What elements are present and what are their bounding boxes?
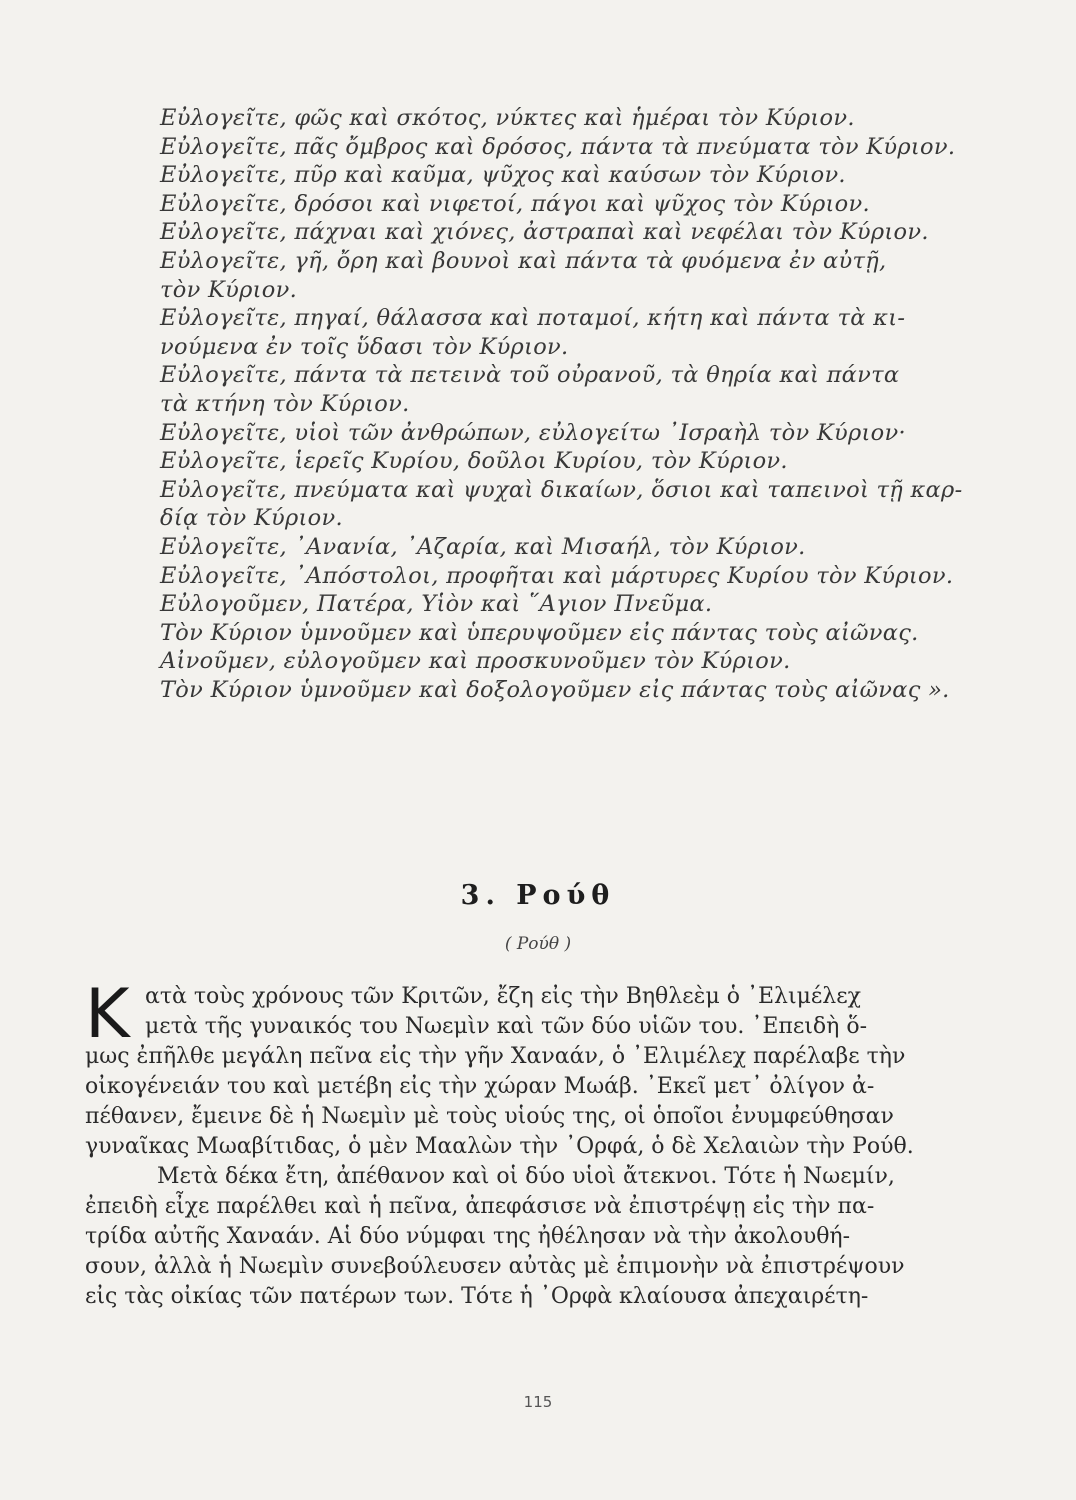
prose-line: οἰκογένειάν του καὶ μετέβη εἰς τὴν χώραν Μωάβ. ᾿Εκεῖ μετ᾿ ὀλίγον ἀ- bbox=[85, 1074, 875, 1099]
prose-line: πέθανεν, ἔμεινε δὲ ἡ Νωεμὶν μὲ τοὺς υἱούς της, οἱ ὁποῖοι ἐνυμφεύθησαν bbox=[85, 1104, 894, 1129]
prose-line: Μετὰ δέκα ἔτη, ἀπέθανον καὶ οἱ δύο υἱοὶ ἄτεκνοι. Τότε ἡ Νωεμίν, bbox=[157, 1164, 895, 1189]
hymn-line: Εὐλογεῖτε, γῆ, ὄρη καὶ βουνοὶ καὶ πάντα τὰ φυόμενα ἐν αὐτῇ, bbox=[160, 247, 887, 274]
hymn-line: Εὐλογεῖτε, πῦρ καὶ καῦμα, ψῦχος καὶ καύσων τὸν Κύριον. bbox=[160, 162, 846, 189]
hymn-line: Εὐλογεῖτε, ἱερεῖς Κυρίου, δοῦλοι Κυρίου, τὸν Κύριον. bbox=[160, 448, 788, 475]
hymn-line: Εὐλογεῖτε, δρόσοι καὶ νιφετοί, πάγοι καὶ ψῦχος τὸν Κύριον. bbox=[160, 190, 870, 217]
hymn-line: Εὐλογεῖτε, πάχναι καὶ χιόνες, ἀστραπαὶ καὶ νεφέλαι τὸν Κύριον. bbox=[160, 219, 929, 246]
hymn-line: Αἰνοῦμεν, εὐλογοῦμεν καὶ προσκυνοῦμεν τὸν Κύριον. bbox=[160, 648, 791, 675]
hymn-line: Εὐλογεῖτε, πηγαί, θάλασσα καὶ ποταμοί, κήτη καὶ πάντα τὰ κι- bbox=[160, 305, 906, 332]
hymn-line: νούμενα ἐν τοῖς ὕδασι τὸν Κύριον. bbox=[160, 333, 569, 360]
prose-line: εἰς τὰς οἰκίας τῶν πατέρων των. Τότε ἡ ᾿Ορφὰ κλαίουσα ἀπεχαιρέτη- bbox=[85, 1284, 869, 1309]
hymn-line: Εὐλογεῖτε, υἱοὶ τῶν ἀνθρώπων, εὐλογείτω ᾿Ισραὴλ τὸν Κύριον· bbox=[160, 419, 906, 446]
prose-line: μως ἐπῆλθε μεγάλη πεῖνα εἰς τὴν γῆν Χαναάν, ὁ ᾿Ελιμέλεχ παρέλαβε τὴν bbox=[85, 1044, 906, 1069]
hymn-text bbox=[160, 104, 963, 704]
section-title: 3. Ρούθ bbox=[460, 880, 616, 911]
section-subtitle: ( Ρούθ ) bbox=[504, 934, 572, 954]
drop-cap: Κ bbox=[85, 975, 130, 1054]
prose-line: ατὰ τοὺς χρόνους τῶν Κριτῶν, ἔζη εἰς τὴν Βηθλεὲμ ὁ ᾿Ελιμέλεχ bbox=[145, 984, 861, 1009]
hymn-line: Εὐλογεῖτε, πάντα τὰ πετεινὰ τοῦ οὐρανοῦ, τὰ θηρία καὶ πάντα bbox=[160, 362, 900, 389]
prose-line: γυναῖκας Μωαβίτιδας, ὁ μὲν Μααλὼν τὴν ᾿Ορφά, ὁ δὲ Χελαιὼν τὴν Ρούθ. bbox=[85, 1134, 914, 1159]
hymn-line: Εὐλογεῖτε, πᾶς ὄμβρος καὶ δρόσος, πάντα τὰ πνεύματα τὸν Κύριον. bbox=[160, 133, 956, 160]
hymn-line: δίᾳ τὸν Κύριον. bbox=[160, 505, 343, 532]
hymn-line: τὸν Κύριον. bbox=[160, 276, 298, 303]
hymn-line: Εὐλογεῖτε, πνεύματα καὶ ψυχαὶ δικαίων, ὅσιοι καὶ ταπεινοὶ τῇ καρ- bbox=[160, 476, 963, 503]
hymn-line: τὰ κτήνη τὸν Κύριον. bbox=[160, 390, 410, 417]
hymn-line: Εὐλογεῖτε, ᾿Ανανία, ᾿Αζαρία, καὶ Μισαήλ, τὸν Κύριον. bbox=[160, 533, 806, 560]
hymn-line: Τὸν Κύριον ὑμνοῦμεν καὶ δοξολογοῦμεν εἰς πάντας τοὺς αἰῶνας ». bbox=[160, 676, 950, 703]
hymn-line: Εὐλογοῦμεν, Πατέρα, Υἱὸν καὶ ῞Αγιον Πνεῦμα. bbox=[160, 591, 713, 618]
hymn-line: Εὐλογεῖτε, ᾿Απόστολοι, προφῆται καὶ μάρτυρες Κυρίου τὸν Κύριον. bbox=[160, 562, 954, 589]
hymn-line: Τὸν Κύριον ὑμνοῦμεν καὶ ὑπερυψοῦμεν εἰς πάντας τοὺς αἰῶνας. bbox=[160, 619, 919, 646]
prose-line: μετὰ τῆς γυναικός του Νωεμὶν καὶ τῶν δύο υἱῶν του. ᾿Επειδὴ ὅ- bbox=[145, 1014, 868, 1039]
prose-line: τρίδα αὐτῆς Χαναάν. Αἱ δύο νύμφαι της ἠθέλησαν νὰ τὴν ἀκολουθή- bbox=[85, 1224, 851, 1249]
page-number: 115 bbox=[523, 1393, 553, 1411]
prose-text bbox=[85, 975, 914, 1312]
prose-line: ἐπειδὴ εἶχε παρέλθει καὶ ἡ πεῖνα, ἀπεφάσισε νὰ ἐπιστρέψῃ εἰς τὴν πα- bbox=[85, 1194, 875, 1219]
hymn-line: Εὐλογεῖτε, φῶς καὶ σκότος, νύκτες καὶ ἡμέραι τὸν Κύριον. bbox=[160, 105, 855, 131]
prose-line: σουν, ἀλλὰ ἡ Νωεμὶν συνεβούλευσεν αὐτὰς μὲ ἐπιμονὴν νὰ ἐπιστρέψουν bbox=[85, 1254, 905, 1279]
